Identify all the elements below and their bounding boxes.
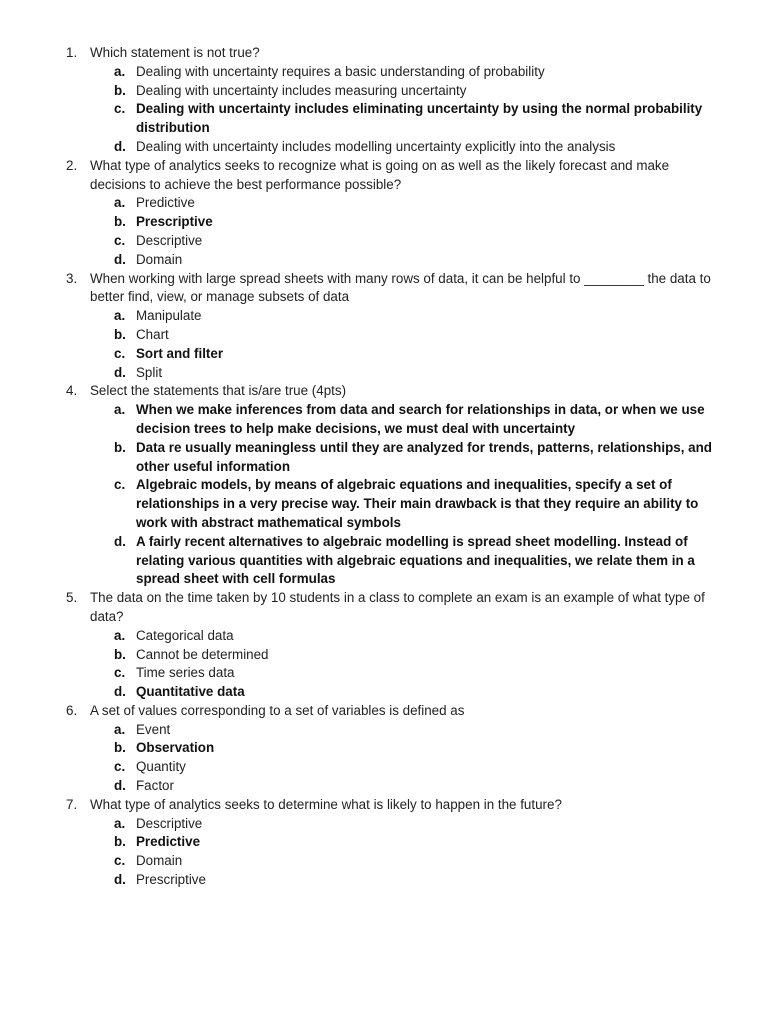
- option-letter: a.: [114, 815, 126, 831]
- option-text: Factor: [136, 778, 174, 794]
- question-4: [66, 382, 728, 589]
- option-text-correct: A fairly recent alternatives to algebraic modelling is spread sheet modelling. Instead of relating various quantities with algebraic equations and inequalities, we relate them in a spread sheet with cell formulas: [136, 533, 695, 587]
- option-text: Dealing with uncertainty includes measuring uncertainty: [136, 82, 467, 98]
- option-letter: c.: [114, 477, 126, 493]
- option-letter: b.: [114, 834, 126, 850]
- question-number: 2.: [66, 157, 78, 173]
- question-line: [66, 270, 728, 308]
- option-text: Quantity: [136, 759, 186, 775]
- option-list: [66, 194, 728, 269]
- option-letter: b.: [114, 740, 126, 756]
- answer-option: [66, 664, 728, 683]
- option-letter: d.: [114, 138, 126, 154]
- question-line: [66, 589, 728, 627]
- question-line: [66, 702, 728, 721]
- option-letter: c.: [114, 101, 126, 117]
- option-text: Descriptive: [136, 232, 203, 248]
- answer-option: [66, 251, 728, 270]
- answer-option: [66, 852, 728, 871]
- option-letter: c.: [114, 232, 126, 248]
- option-letter: a.: [114, 402, 126, 418]
- answer-option: [66, 232, 728, 251]
- option-letter: a.: [114, 721, 126, 737]
- option-text-correct: Algebraic models, by means of algebraic equations and inequalities, specify a set of relationships in a very precise way. Their main drawback is that they require an ability to work with abstract mathematical symbols: [136, 477, 699, 530]
- option-list: [66, 401, 728, 589]
- answer-option: [66, 63, 728, 82]
- option-text: Categorical data: [136, 627, 234, 643]
- question-5: [66, 589, 728, 702]
- question-1: [66, 44, 728, 157]
- question-number: 7.: [66, 796, 78, 812]
- question-line: [66, 796, 728, 815]
- answer-option: [66, 194, 728, 213]
- option-text: Domain: [136, 251, 183, 267]
- question-text: Select the statements that is/are true (4pts): [90, 383, 347, 399]
- answer-option: [66, 833, 728, 852]
- option-text-correct: Quantitative data: [136, 684, 245, 700]
- option-letter: b.: [114, 439, 126, 455]
- question-7: [66, 796, 728, 890]
- option-text: Descriptive: [136, 815, 203, 831]
- option-text: Dealing with uncertainty requires a basic understanding of probability: [136, 63, 545, 79]
- option-text-correct: Observation: [136, 740, 215, 756]
- question-number: 5.: [66, 590, 78, 606]
- option-text-correct: Predictive: [136, 834, 201, 850]
- answer-option: [66, 401, 728, 439]
- answer-option: [66, 439, 728, 477]
- answer-option: [66, 138, 728, 157]
- option-letter: a.: [114, 195, 126, 211]
- answer-option: [66, 646, 728, 665]
- question-list: [66, 44, 728, 890]
- option-letter: d.: [114, 684, 126, 700]
- option-letter: b.: [114, 646, 126, 662]
- option-letter: c.: [114, 345, 126, 361]
- option-text-correct: Dealing with uncertainty includes eliminating uncertainty by using the normal probability distribution: [136, 101, 703, 136]
- question-text: When working with large spread sheets with many rows of data, it can be helpful to ________ the data to better find, view, or manage subsets of data: [90, 270, 715, 305]
- question-number: 6.: [66, 702, 78, 718]
- option-letter: d.: [114, 251, 126, 267]
- option-letter: c.: [114, 853, 126, 869]
- option-letter: a.: [114, 627, 126, 643]
- option-text: Event: [136, 721, 171, 737]
- answer-option: [66, 815, 728, 834]
- option-text: Domain: [136, 853, 183, 869]
- option-text: Predictive: [136, 195, 195, 211]
- option-text-correct: Sort and filter: [136, 345, 224, 361]
- answer-option: [66, 307, 728, 326]
- option-text: Dealing with uncertainty includes modelling uncertainty explicitly into the analysis: [136, 138, 616, 154]
- question-text: What type of analytics seeks to determine what is likely to happen in the future?: [90, 796, 562, 812]
- option-text: Split: [136, 364, 163, 380]
- question-6: [66, 702, 728, 796]
- question-number: 1.: [66, 45, 78, 60]
- answer-option: [66, 82, 728, 101]
- option-text-correct: When we make inferences from data and search for relationships in data, or when we use decision trees to help make decisions, we must deal with uncertainty: [136, 402, 705, 436]
- question-line: [66, 157, 728, 195]
- option-letter: a.: [114, 308, 126, 324]
- question-number: 4.: [66, 383, 78, 399]
- question-text: Which statement is not true?: [90, 45, 260, 60]
- option-text: Time series data: [136, 665, 235, 681]
- answer-option: [66, 721, 728, 740]
- question-number: 3.: [66, 270, 78, 286]
- option-list: [66, 627, 728, 702]
- option-text: Cannot be determined: [136, 646, 269, 662]
- question-3: [66, 270, 728, 383]
- question-line: [66, 382, 728, 401]
- answer-option: [66, 476, 728, 532]
- option-list: [66, 307, 728, 382]
- option-list: [66, 815, 728, 890]
- answer-option: [66, 871, 728, 890]
- option-letter: c.: [114, 665, 126, 681]
- answer-option: [66, 213, 728, 232]
- option-text: Prescriptive: [136, 872, 206, 888]
- answer-option: [66, 533, 728, 589]
- option-text: Chart: [136, 326, 169, 342]
- option-letter: a.: [114, 63, 126, 79]
- question-line: [66, 44, 728, 63]
- option-letter: b.: [114, 82, 126, 98]
- option-letter: d.: [114, 778, 126, 794]
- option-list: [66, 721, 728, 796]
- answer-option: [66, 326, 728, 345]
- question-text: What type of analytics seeks to recognize what is going on as well as the likely forecast and make decisions to achieve the best performance possible?: [90, 157, 673, 192]
- answer-option: [66, 627, 728, 646]
- question-text: A set of values corresponding to a set of variables is defined as: [90, 702, 465, 718]
- option-text-correct: Prescriptive: [136, 214, 213, 230]
- option-letter: b.: [114, 326, 126, 342]
- question-2: [66, 157, 728, 270]
- option-letter: b.: [114, 214, 126, 230]
- option-list: [66, 63, 728, 157]
- option-letter: d.: [114, 364, 126, 380]
- option-letter: c.: [114, 759, 126, 775]
- question-text: The data on the time taken by 10 students in a class to complete an exam is an example of what type of data?: [90, 590, 709, 624]
- option-text-correct: Data re usually meaningless until they are analyzed for trends, patterns, relationships, and other useful information: [136, 439, 712, 474]
- option-letter: d.: [114, 533, 126, 549]
- option-letter: d.: [114, 872, 126, 888]
- answer-option: [66, 777, 728, 796]
- answer-option: [66, 364, 728, 383]
- answer-option: [66, 345, 728, 364]
- answer-option: [66, 758, 728, 777]
- answer-option: [66, 100, 728, 138]
- answer-option: [66, 683, 728, 702]
- answer-option: [66, 739, 728, 758]
- option-text: Manipulate: [136, 308, 202, 324]
